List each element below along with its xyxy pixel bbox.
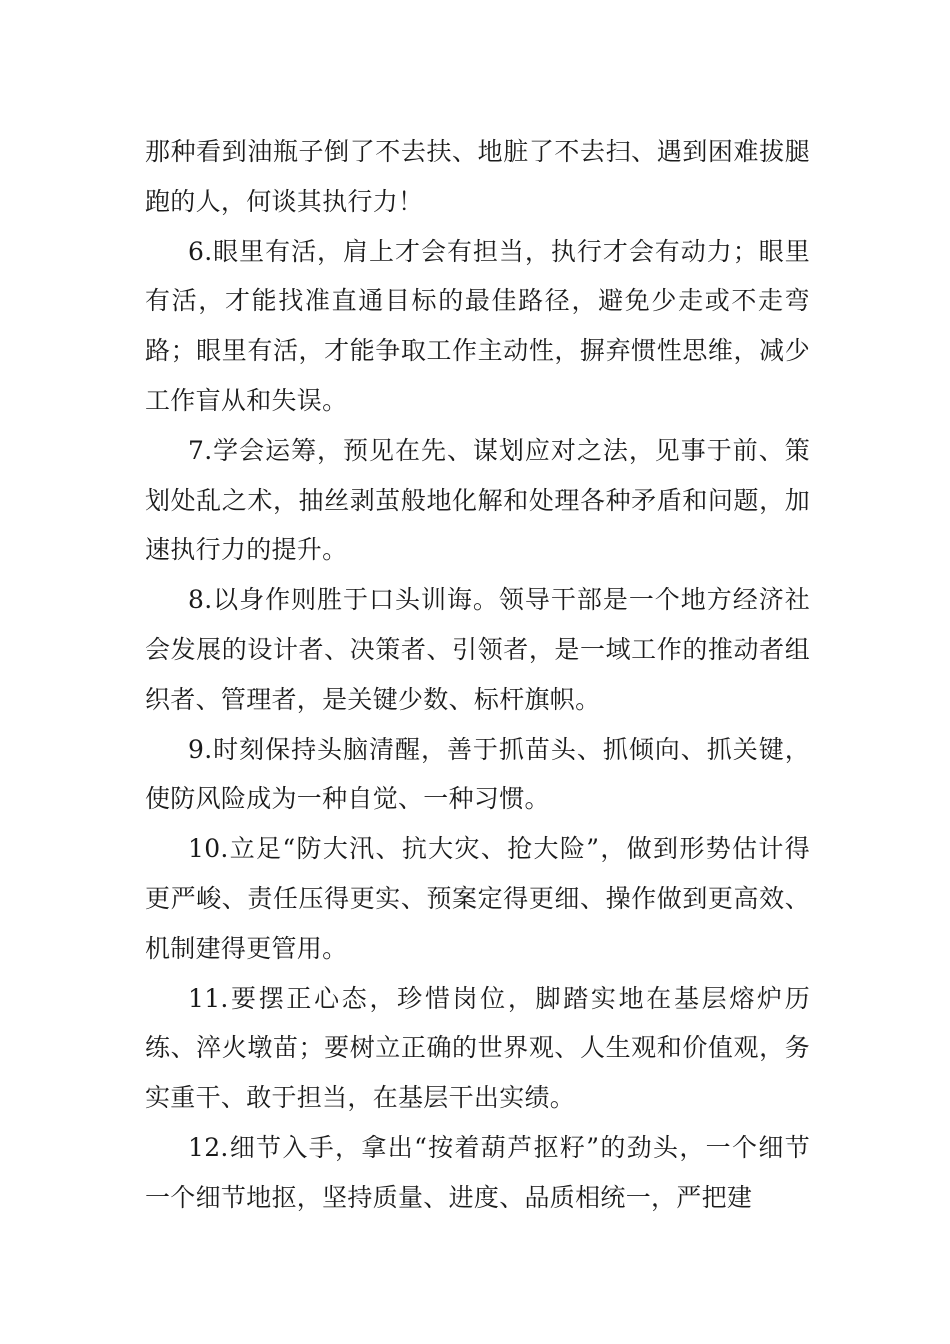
paragraph-item-10: 10.立足“防大汛、抗大灾、抢大险”，做到形势估计得更严峻、责任压得更实、预案定得更细、操作做到更高效、机制建得更管用。 (145, 834, 810, 963)
paragraph-item-7: 7.学会运筹，预见在先、谋划应对之法，见事于前、策划处乱之术，抽丝剥茧般地化解和处理各种矛盾和问题，加速执行力的提升。 (145, 435, 810, 565)
paragraph-item-6: 6.眼里有活，肩上才会有担当，执行才会有动力；眼里有活，才能找准直通目标的最佳路径，避免少走或不走弯路；眼里有活，才能争取工作主动性，摒弃惯性思维，减少工作盲从和失误。 (145, 236, 810, 415)
document-body (145, 127, 810, 1223)
paragraph-item-9: 9.时刻保持头脑清醒，善于抓苗头、抓倾向、抓关键，使防风险成为一种自觉、一种习惯。 (145, 734, 810, 814)
paragraph-item-11: 11.要摆正心态，珍惜岗位，脚踏实地在基层熔炉历练、淬火墩苗；要树立正确的世界观、人生观和价值观，务实重干、敢于担当，在基层干出实绩。 (145, 983, 810, 1113)
paragraph-item-8: 8.以身作则胜于口头训诲。领导干部是一个地方经济社会发展的设计者、决策者、引领者，是一域工作的推动者组织者、管理者，是关键少数、标杆旗帜。 (145, 585, 810, 714)
paragraph-continuation: 那种看到油瓶子倒了不去扶、地脏了不去扫、遇到困难拔腿跑的人，何谈其执行力！ (145, 137, 810, 216)
paragraph-item-12: 12.细节入手，拿出“按着葫芦抠籽”的劲头，一个细节一个细节地抠，坚持质量、进度、品质相统一，严把建 (145, 1132, 810, 1212)
